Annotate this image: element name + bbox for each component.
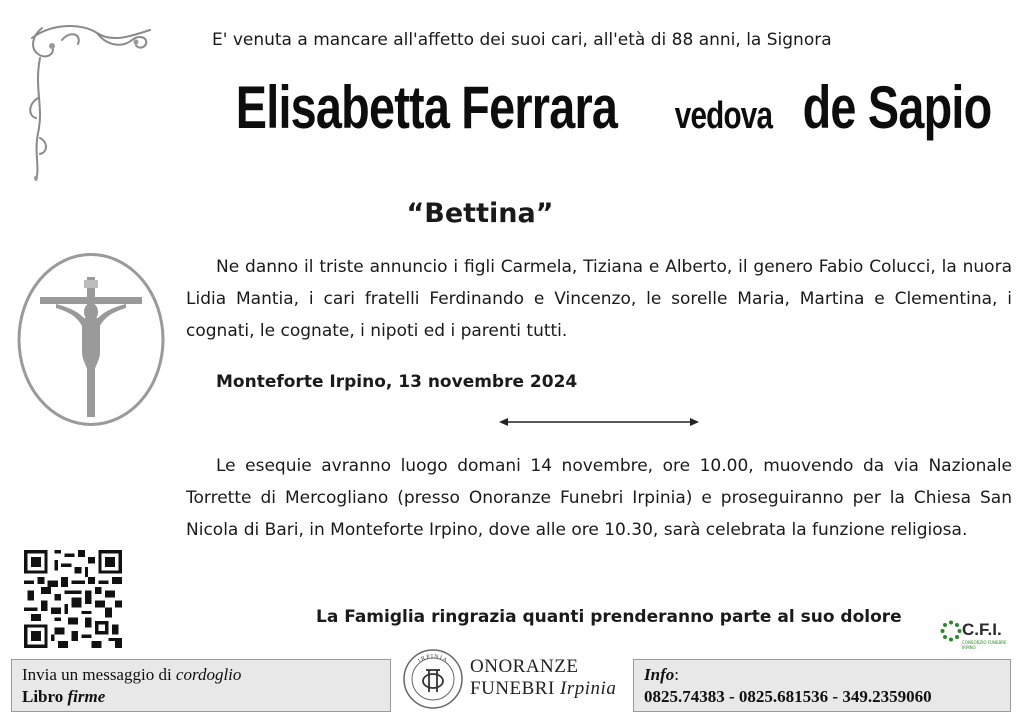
deceased-name: Elisabetta Ferrara <box>235 74 617 141</box>
condolence-box[interactable] <box>11 659 391 712</box>
guestbook-link[interactable] <box>22 686 380 708</box>
condolence-word: cordoglio <box>175 665 242 684</box>
floral-ornament-icon <box>22 18 157 183</box>
cfi-subtitle: CONSORZIO FUNEBRE IRPINO <box>962 640 1007 650</box>
deceased-name-line <box>180 74 1020 141</box>
logo-line-2-prefix: FUNEBRI <box>470 678 561 699</box>
funeral-home-name <box>470 656 616 700</box>
thanks-text: La Famiglia ringrazia quanti prenderanno parte al suo dolore <box>316 607 902 627</box>
info-colon: : <box>674 665 679 684</box>
logo-line-2-italic: Irpinia <box>560 678 617 699</box>
phone-numbers[interactable] <box>644 686 1000 708</box>
info-heading <box>644 664 1000 686</box>
crucifix-icon <box>16 252 166 427</box>
married-name: de Sapio <box>803 74 992 141</box>
funeral-home-emblem-icon <box>402 648 464 710</box>
send-condolence-link[interactable] <box>22 664 380 686</box>
place-date: Monteforte Irpino, 13 novembre 2024 <box>216 372 578 392</box>
funeral-paragraph: Le esequie avranno luogo domani 14 novembre, ore 10.00, muovendo da via Nazionale Torrette di Mercogliano (presso Onoranze Funebri Irpinia) e proseguiranno per la Chiesa San Nicola di Bari, in Monteforte Irpino, dove alle ore 10.30, sarà celebrata la funzione religiosa. <box>186 456 1012 540</box>
cfi-dots-icon <box>940 620 962 642</box>
info-box <box>633 659 1011 712</box>
qr-code-icon[interactable] <box>24 550 122 648</box>
emblem-ring-text: IRPINIA <box>417 653 449 665</box>
announcement-paragraph: Ne danno il triste annuncio i figli Carmela, Tiziana e Alberto, il genero Fabio Colucci, la nuora Lidia Mantia, i cari fratelli Ferdinando e Vincenzo, le sorelle Maria, Martina e Clementina, i cognati, le cognate, i nipoti ed i parenti tutti. <box>186 257 1012 341</box>
send-message-text: Invia un messaggio di <box>22 665 176 684</box>
phones-text: 0825.74383 - 0825.681536 - 349.2359060 <box>644 687 932 706</box>
logo-line-2 <box>470 678 616 700</box>
double-arrow-icon <box>499 416 699 428</box>
signatures-word: firme <box>67 687 106 706</box>
intro-text: E' venuta a mancare all'affetto dei suoi cari, all'età di 88 anni, la Signora <box>212 30 832 50</box>
book-word: Libro <box>22 687 68 706</box>
info-label: Info <box>644 665 675 684</box>
logo-line-1: ONORANZE <box>470 656 579 677</box>
nickname: “Bettina” <box>406 198 554 229</box>
cfi-label: C.F.I. <box>962 620 1002 639</box>
widow-label: vedova <box>674 95 773 137</box>
cfi-logo <box>940 618 1014 650</box>
